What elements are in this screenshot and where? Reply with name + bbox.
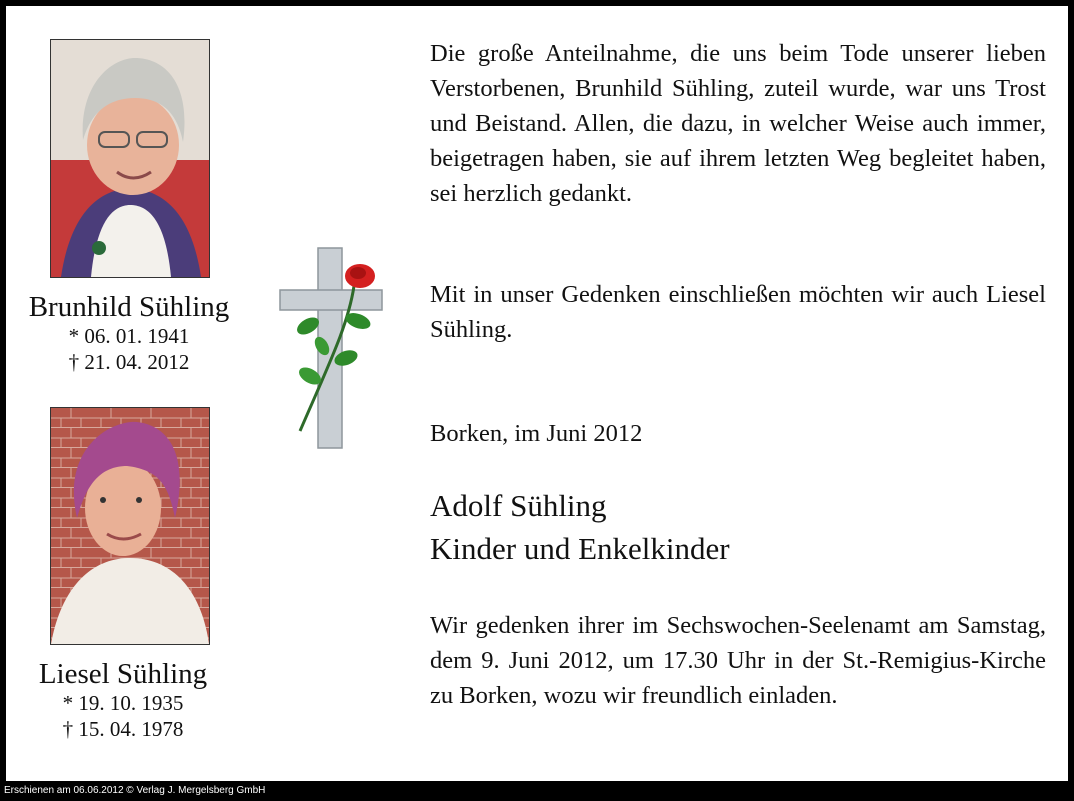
remembrance-paragraph: Mit in unser Gedenken einschließen möchten wir auch Liesel Sühling.	[430, 281, 1046, 343]
person1-block	[14, 291, 244, 375]
person2-block	[8, 658, 238, 742]
portrait-liesel	[50, 407, 210, 645]
person2-died: † 15. 04. 1978	[62, 717, 184, 741]
gratitude-paragraph: Die große Anteilnahme, die uns beim Tode unserer lieben Verstorbenen, Brunhild Sühling, zuteil wurde, war uns Trost und Beistand. Allen, die dazu, in welcher Weise auch immer, beigetragen haben, sie auf ihrem letzten Weg begleitet haben, sei herzlich gedankt.	[430, 40, 1046, 207]
publication-credit: Erschienen am 06.06.2012 © Verlag J. Mergelsberg GmbH	[4, 785, 266, 796]
signature-family: Kinder und Enkelkinder	[430, 531, 730, 566]
person1-born: * 06. 01. 1941	[68, 324, 190, 348]
person2-born: * 19. 10. 1935	[62, 691, 184, 715]
place-date: Borken, im Juni 2012	[430, 420, 643, 447]
mass-announcement: Wir gedenken ihrer im Sechswochen-Seelenamt am Samstag, dem 9. Juni 2012, um 17.30 Uhr in der St.-Remigius-Kirche zu Borken, wozu wir freundlich einladen.	[430, 612, 1046, 709]
person1-name: Brunhild Sühling	[28, 291, 230, 323]
person1-died: † 21. 04. 2012	[68, 350, 190, 374]
person2-name: Liesel Sühling	[38, 658, 208, 690]
cross-with-rose-icon	[278, 246, 388, 451]
obituary-card	[6, 6, 1068, 781]
portrait-brunhild	[50, 39, 210, 278]
signature-name: Adolf Sühling	[430, 488, 607, 523]
